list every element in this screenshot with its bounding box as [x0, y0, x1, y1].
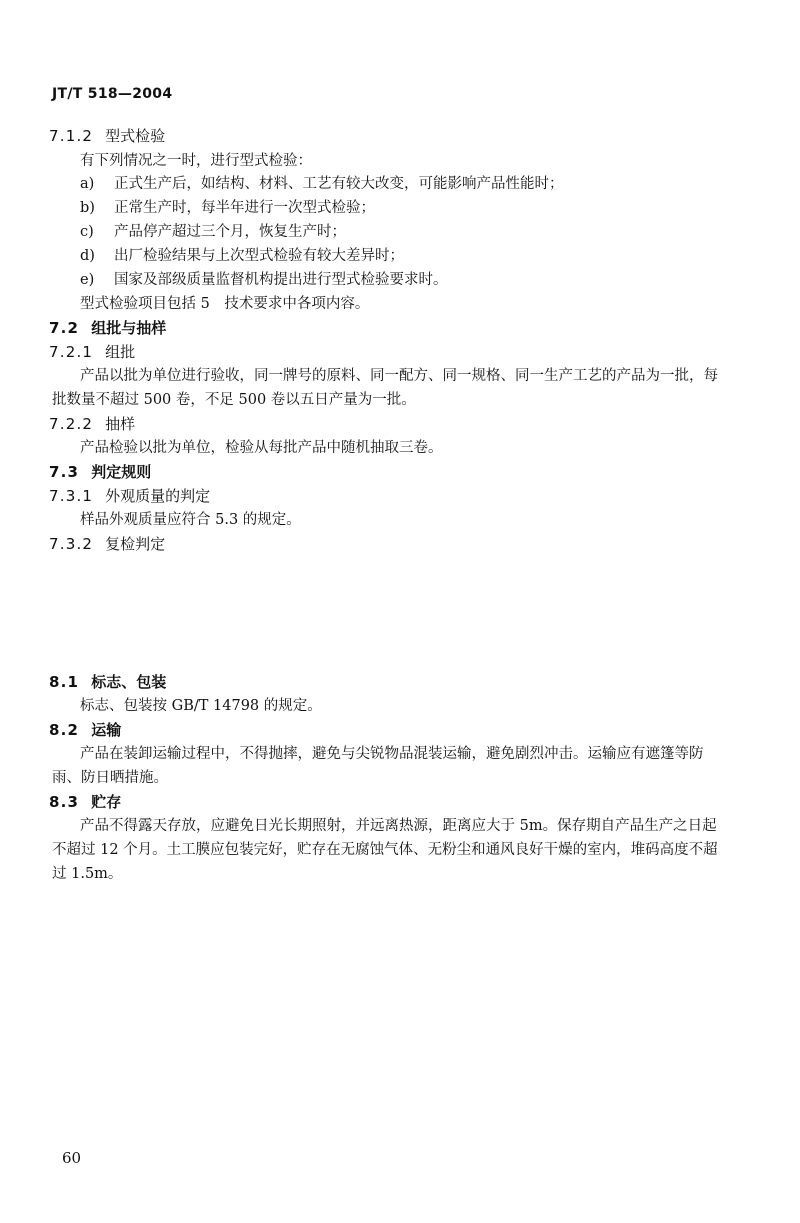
- paragraph-line: 产品不得露天存放，应避免日光长期照射，并远离热源，距离应大于 5m。保存期自产品生产之日起: [80, 818, 717, 834]
- section-number: 7.3: [49, 463, 80, 481]
- section-7-2-heading: [49, 318, 166, 338]
- list-text: 正式生产后，如结构、材料、工艺有较大改变，可能影响产品性能时；: [114, 176, 564, 192]
- section-7-1-2-heading: [49, 126, 165, 146]
- list-text: 产品停产超过三个月，恢复生产时；: [114, 224, 346, 240]
- list-item: [80, 270, 448, 290]
- section-7-3-2-heading: [49, 534, 165, 554]
- section-title: 型式检验: [105, 127, 166, 145]
- section-title: 组批: [105, 343, 136, 361]
- section-title: 判定规则: [91, 463, 152, 481]
- list-item: [80, 198, 375, 218]
- section-number: 8.1: [49, 673, 80, 691]
- section-title: 组批与抽样: [91, 319, 167, 337]
- page-number: 60: [62, 1149, 82, 1167]
- section-title: 运输: [91, 721, 122, 739]
- section-number: 7.2.1: [49, 343, 94, 361]
- section-8-3-heading: [49, 792, 121, 812]
- section-number: 7.3.1: [49, 487, 94, 505]
- list-marker: e): [80, 272, 95, 288]
- list-text: 国家及部级质量监督机构提出进行型式检验要求时。: [114, 272, 448, 288]
- section-7-3-1-heading: [49, 486, 210, 506]
- list-text: 出厂检验结果与上次型式检验有较大差异时；: [114, 248, 404, 264]
- section-number: 7.2.2: [49, 415, 94, 433]
- section-7-2-2-heading: [49, 414, 135, 434]
- list-marker: d): [80, 248, 95, 264]
- paragraph-line: 批数量不超过 500 卷，不足 500 卷以五日产量为一批。: [52, 392, 416, 408]
- section-number: 8.3: [49, 793, 80, 811]
- list-item: [80, 246, 404, 266]
- paragraph: 样品外观质量应符合 5.3 的规定。: [80, 512, 301, 528]
- section-title: 复检判定: [105, 535, 166, 553]
- list-marker: a): [80, 176, 95, 192]
- section-8-1-heading: [49, 672, 166, 692]
- list-text: 正常生产时，每半年进行一次型式检验；: [114, 200, 375, 216]
- paragraph-line: 过 1.5m。: [52, 866, 123, 882]
- section-number: 8.2: [49, 721, 80, 739]
- section-8-2-heading: [49, 720, 121, 740]
- paragraph-line: 雨、防日晒措施。: [52, 770, 168, 786]
- paragraph-line: 不超过 12 个月。土工膜应包装完好，贮存在无腐蚀气体、无粉尘和通风良好干燥的室内，堆码高度不超: [52, 842, 718, 858]
- list-item: [80, 222, 346, 242]
- paragraph: 标志、包装按 GB/T 14798 的规定。: [80, 698, 322, 714]
- section-number: 7.3.2: [49, 535, 94, 553]
- paragraph-line: 产品以批为单位进行验收，同一牌号的原料、同一配方、同一规格、同一生产工艺的产品为一批，每: [80, 368, 718, 384]
- section-title: 标志、包装: [91, 673, 167, 691]
- list-item: [80, 174, 564, 194]
- paragraph: 型式检验项目包括 5 技术要求中各项内容。: [80, 296, 370, 312]
- paragraph-line: 产品在装卸运输过程中，不得抛摔，避免与尖锐物品混装运输，避免剧烈冲击。运输应有遮篷等防: [80, 746, 704, 762]
- paragraph: 有下列情况之一时，进行型式检验：: [80, 153, 312, 169]
- section-title: 外观质量的判定: [105, 487, 211, 505]
- section-title: 抽样: [105, 415, 136, 433]
- section-title: 贮存: [91, 793, 122, 811]
- list-marker: b): [80, 200, 95, 216]
- section-7-3-heading: [49, 462, 151, 482]
- list-marker: c): [80, 224, 94, 240]
- section-number: 7.1.2: [49, 127, 94, 145]
- section-7-2-1-heading: [49, 342, 135, 362]
- standard-number: JT/T 518—2004: [52, 86, 173, 102]
- section-number: 7.2: [49, 319, 80, 337]
- paragraph: 产品检验以批为单位，检验从每批产品中随机抽取三卷。: [80, 440, 443, 456]
